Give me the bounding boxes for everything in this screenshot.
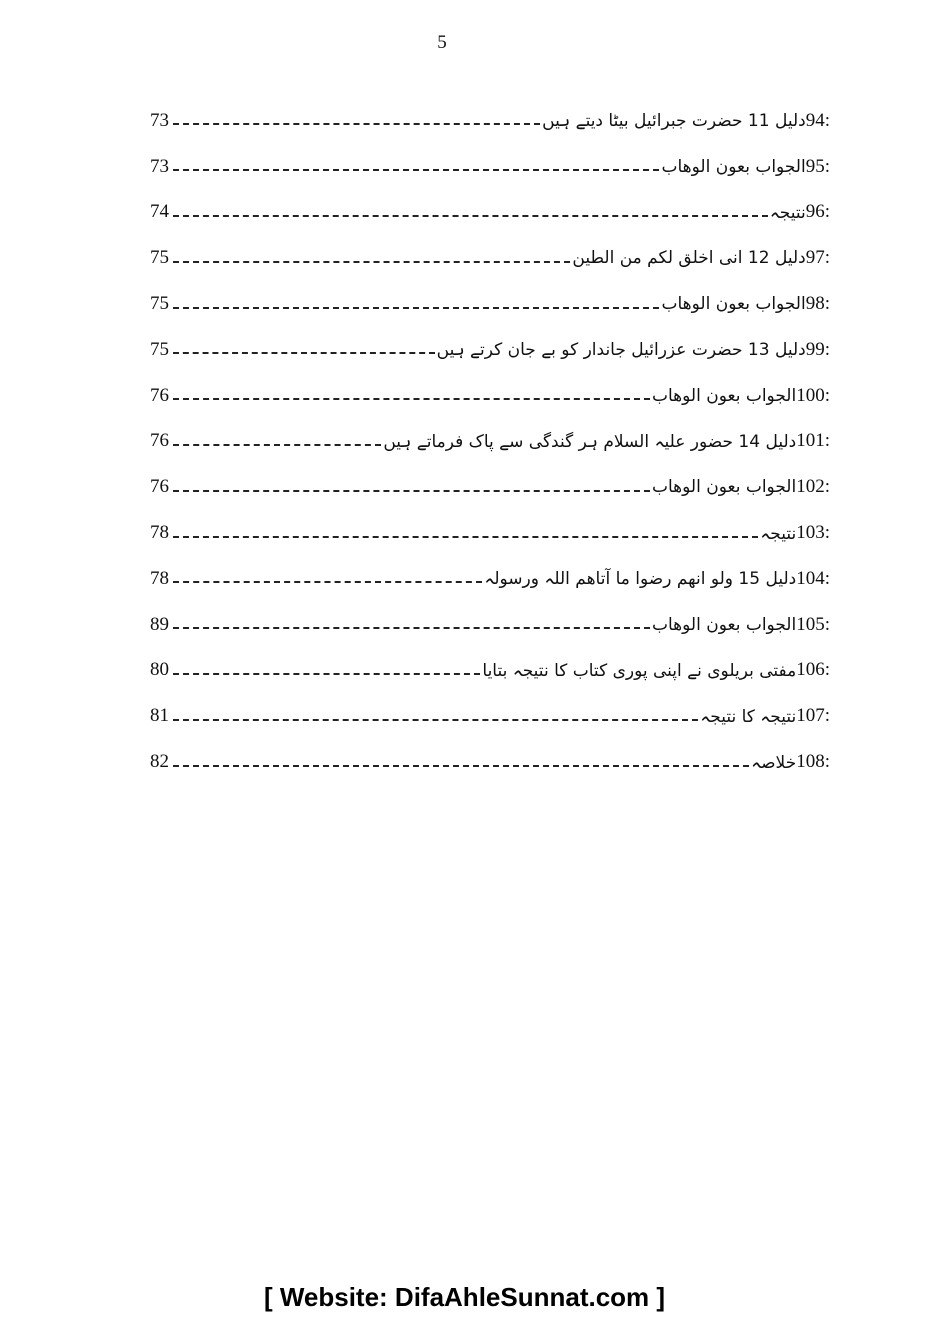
toc-entry-page: 73 [150, 155, 169, 177]
website-footer: [ Website: DifaAhleSunnat.com ] [263, 1282, 666, 1312]
toc-entry-title: دلیل 11 حضرت جبرائیل بیٹا دیتے ہیں [542, 111, 806, 132]
toc-entry-page: 89 [150, 613, 169, 635]
toc-entry [150, 98, 830, 144]
dotted-leader [173, 168, 659, 171]
toc-entry-title: دلیل 15 ولو انھم رضوا ما آتاھم اللہ ورسولہ [484, 569, 797, 590]
toc-entry-title: نتیجہ کا نتیجہ [700, 706, 797, 727]
toc-entry-title: نتیجہ [769, 202, 806, 223]
toc-entry [150, 419, 830, 465]
toc-entry-number: 96: [805, 201, 830, 223]
toc-entry-title: مفتی بریلوی نے اپنی پوری کتاب کا نتیجہ بتایا [482, 660, 797, 681]
toc-entry-number: 95: [805, 155, 830, 177]
toc-entry [150, 693, 830, 739]
toc-entry-number: 103: [796, 522, 830, 544]
toc-entry-number: 98: [805, 293, 830, 315]
toc-entry [150, 190, 830, 236]
toc-entry-number: 97: [805, 247, 830, 269]
toc-entry-page: 75 [150, 293, 169, 315]
toc-entry [150, 602, 830, 648]
page-number: 5 [437, 32, 447, 53]
toc-entry-page: 73 [150, 109, 169, 131]
toc-entry-number: 94: [805, 109, 830, 131]
dotted-leader [173, 489, 650, 492]
toc-entry-page: 80 [150, 659, 169, 681]
toc-entry [150, 327, 830, 373]
toc-entry-page: 76 [150, 476, 169, 498]
toc-entry [150, 510, 830, 556]
dotted-leader [173, 214, 768, 217]
dotted-leader [173, 260, 570, 263]
dotted-leader [173, 443, 381, 446]
dotted-leader [173, 122, 540, 125]
dotted-leader [173, 535, 758, 538]
toc-entry-title: دلیل 13 حضرت عزرائیل جاندار کو بے جان کرتے ہیں [436, 340, 806, 361]
toc-entry-page: 82 [150, 751, 169, 773]
toc-entry-title: الجواب بعون الوھاب [651, 614, 797, 635]
toc-entry-title: الجواب بعون الوھاب [661, 156, 806, 177]
toc-entry-title: خلاصہ [751, 752, 797, 773]
table-of-contents [150, 98, 830, 785]
toc-entry-page: 76 [150, 430, 169, 452]
dotted-leader [173, 718, 698, 721]
dotted-leader [173, 351, 435, 354]
toc-entry-page: 81 [150, 705, 169, 727]
toc-entry-number: 105: [796, 613, 830, 635]
toc-entry-number: 102: [796, 476, 830, 498]
toc-entry-number: 100: [796, 384, 830, 406]
toc-entry-title: الجواب بعون الوھاب [651, 385, 797, 406]
toc-entry [150, 739, 830, 785]
dotted-leader [173, 580, 482, 583]
dotted-leader [173, 626, 650, 629]
dotted-leader [173, 672, 480, 675]
toc-entry-title: الجواب بعون الوھاب [651, 477, 797, 498]
toc-entry-page: 76 [150, 384, 169, 406]
toc-entry-page: 75 [150, 338, 169, 360]
toc-entry [150, 144, 830, 190]
toc-entry-number: 104: [796, 567, 830, 589]
dotted-leader [173, 306, 659, 309]
dotted-leader [173, 764, 749, 767]
toc-entry [150, 373, 830, 419]
toc-entry [150, 648, 830, 694]
toc-entry-page: 75 [150, 247, 169, 269]
toc-entry-page: 78 [150, 522, 169, 544]
toc-entry-number: 107: [796, 705, 830, 727]
toc-entry-title: دلیل 14 حضور علیہ السلام ہر گندگی سے پاک فرماتے ہیں [383, 431, 797, 452]
toc-entry [150, 556, 830, 602]
toc-entry [150, 235, 830, 281]
toc-entry-number: 101: [796, 430, 830, 452]
toc-entry-number: 99: [805, 338, 830, 360]
toc-entry-number: 106: [796, 659, 830, 681]
toc-entry-page: 74 [150, 201, 169, 223]
toc-entry-title: نتیجہ [760, 523, 797, 544]
toc-entry-number: 108: [796, 751, 830, 773]
toc-entry-title: الجواب بعون الوھاب [661, 294, 806, 315]
toc-entry [150, 464, 830, 510]
dotted-leader [173, 397, 650, 400]
toc-entry-title: دلیل 12 انی اخلق لکم من الطین [572, 248, 806, 269]
toc-entry-page: 78 [150, 567, 169, 589]
toc-entry [150, 281, 830, 327]
